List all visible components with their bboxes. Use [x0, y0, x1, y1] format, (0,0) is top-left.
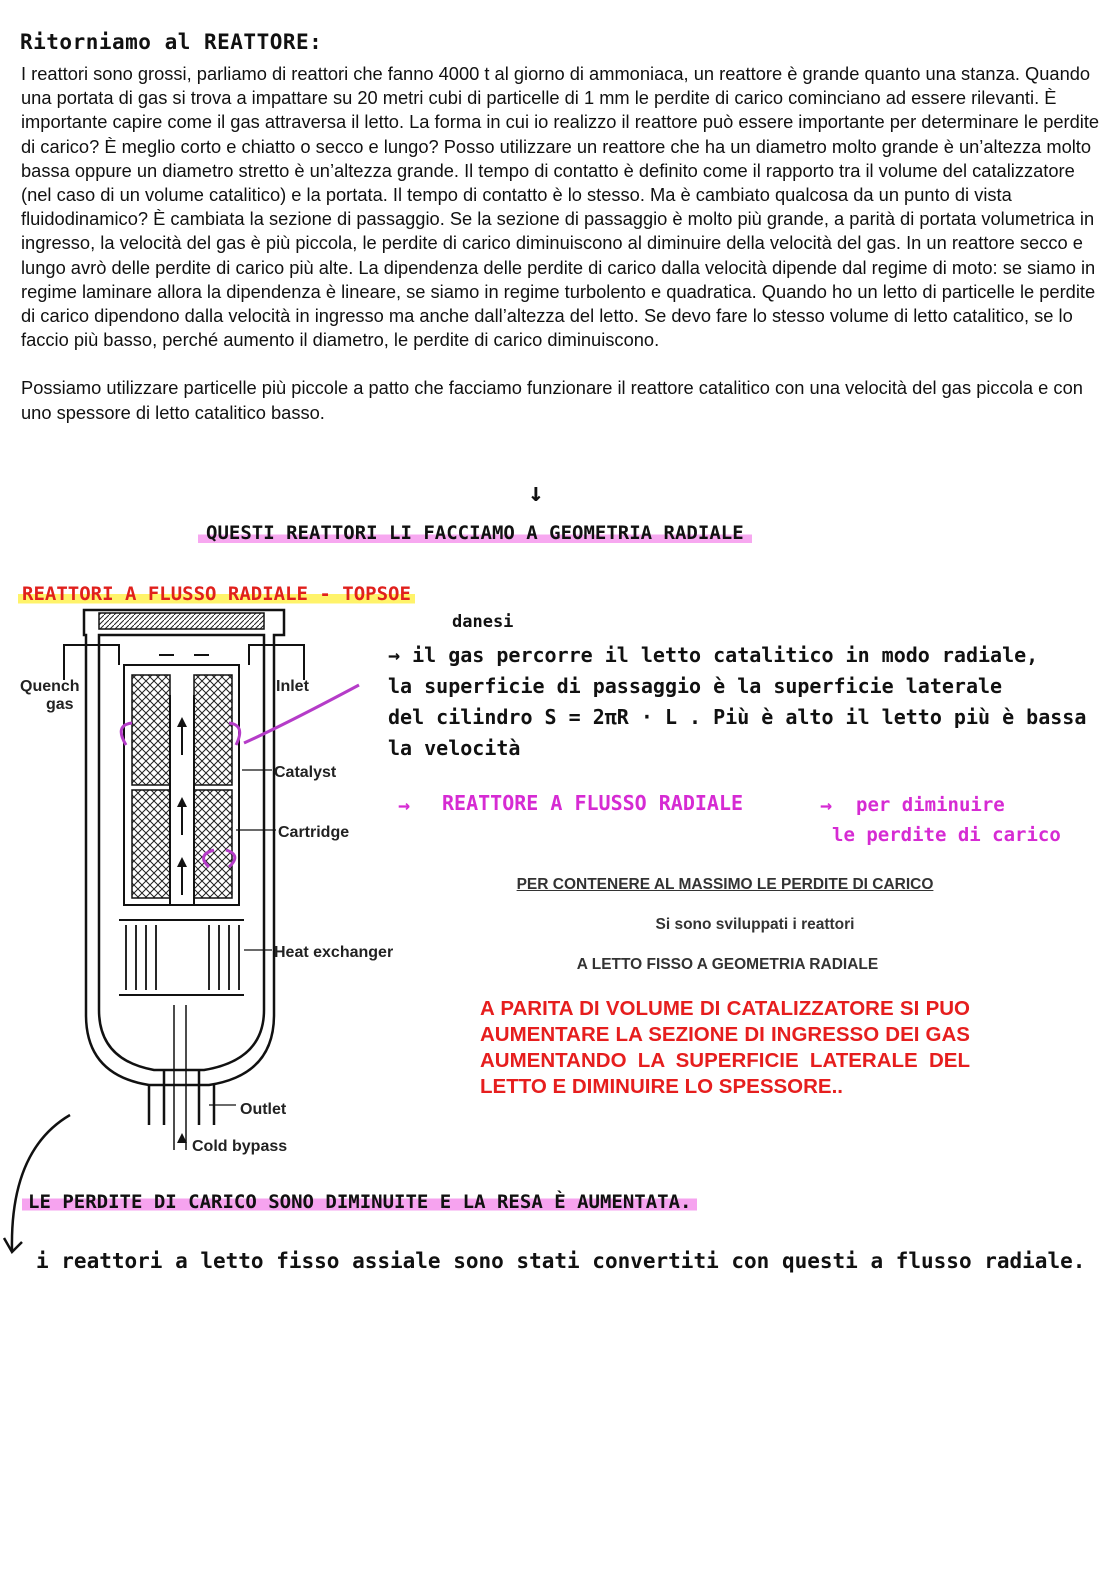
summary-subheading: Si sono sviluppati i reattori [655, 916, 855, 933]
geometry-heading: QUESTI REATTORI LI FACCIAMO A GEOMETRIA RADIALE [198, 520, 752, 546]
paragraph-small-particles: Possiamo utilizzare particelle più piccole a patto che facciamo funzionare il reattore catalitico con una velocità del gas piccola e con uno spessore di letto catalitico basso. [21, 377, 1083, 423]
label-heat-exchanger: Heat exchanger [274, 944, 394, 961]
reactor-diagram [14, 605, 424, 1165]
conclusion-heading: LE PERDITE DI CARICO SONO DIMINUITE E LA RESA È AUMENTATA. [22, 1190, 697, 1214]
label-outlet: Outlet [240, 1101, 287, 1118]
body-text [21, 62, 1106, 449]
note-danesi: danesi [452, 612, 514, 632]
label-quench-gas: gas [46, 696, 74, 713]
page-title: Ritorniamo al REATTORE: [20, 30, 323, 54]
note-line: la velocità [388, 736, 521, 760]
label-cold-bypass: Cold bypass [192, 1138, 288, 1155]
arrow-right-icon: → [820, 793, 833, 817]
final-note: i reattori a letto fisso assiale sono stati convertiti con questi a flusso radiale. [36, 1249, 1086, 1273]
paragraph-reactor-size: I reattori sono grossi, parliamo di reattori che fanno 4000 t al giorno di ammoniaca, un reattore è grande quanto una stanza. Quando una portata di gas si trova a impattare su 20 metri cubi di particelle di 1 mm le perdite di carico cominciano ad essere rilevanti. È importante capire come il gas attraversa il letto. La forma in cui io realizzo il reattore può essere importante per determinare le perdite di carico? È meglio corto e chiatto o secco e lungo? Posso utilizzare un reattore che ha un diametro molto grande è un’altezza molto bassa oppure un diametro stretto è un’altezza grande. Il tempo di contatto è definito come il rapporto tra il volume del catalizzatore (nel caso di un volume catalitico) e la portata. Il tempo di contatto è lo stesso. Ma è cambiato qualcosa da un punto di vista fluidodinamico? È cambiata la sezione di passaggio. Se la sezione di passaggio è molto più grande, a parità di portata volumetrica in ingresso, la velocità del gas è più piccola, le perdite di carico diminuiscono al diminuire della velocità del gas. In un reattore secco e lungo avrò delle perdite di carico più alte. La dipendenza delle perdite di carico dalla velocità dipende dal regime di moto: se siamo in regime laminare allora la dipendenza è lineare, se siamo in regime turbolento e quadratica. Quando ho un letto di particelle le perdite di carico dipendono dalla velocità in ingresso ma anche dall’altezza del letto. Se devo fare lo stesso volume di letto catalitico, se lo faccio più basso, perché aumento il diametro, le perdite di carico diminuiscono. [21, 63, 1100, 351]
handwritten-note [388, 640, 1098, 764]
purpose-line: per diminuire [856, 794, 1005, 816]
summary-heading: PER CONTENERE AL MASSIMO LE PERDITE DI CARICO [516, 876, 934, 893]
summary-highlight: A PARITA DI VOLUME DI CATALIZZATORE SI PUO AUMENTARE LA SEZIONE DI INGRESSO DEI GAS AUMENTANDO LA SUPERFICIE LATERALE DEL LETTO E DIMINUIRE LO SPESSORE.. [480, 997, 970, 1098]
purpose-line: le perdite di carico [832, 824, 1061, 846]
arrow-right-icon: → [398, 793, 411, 817]
summary-type: A LETTO FISSO A GEOMETRIA RADIALE [576, 956, 879, 973]
down-arrow-icon: ↓ [528, 478, 544, 508]
radial-reactor-label: REATTORE A FLUSSO RADIALE [442, 791, 744, 815]
curved-arrow-icon [0, 1110, 80, 1260]
label-catalyst: Catalyst [274, 764, 337, 781]
note-line: del cilindro S = 2πR · L . Più è alto il letto più è bassa [388, 705, 1087, 729]
note-line: → il gas percorre il letto catalitico in modo radiale, [388, 643, 1039, 667]
label-cartridge: Cartridge [278, 824, 350, 841]
note-line: la superficie di passaggio è la superficie laterale [388, 674, 1003, 698]
label-inlet: Inlet [276, 678, 309, 695]
section-heading: REATTORI A FLUSSO RADIALE - TOPSOE [18, 582, 415, 606]
label-quench: Quench [20, 678, 80, 695]
